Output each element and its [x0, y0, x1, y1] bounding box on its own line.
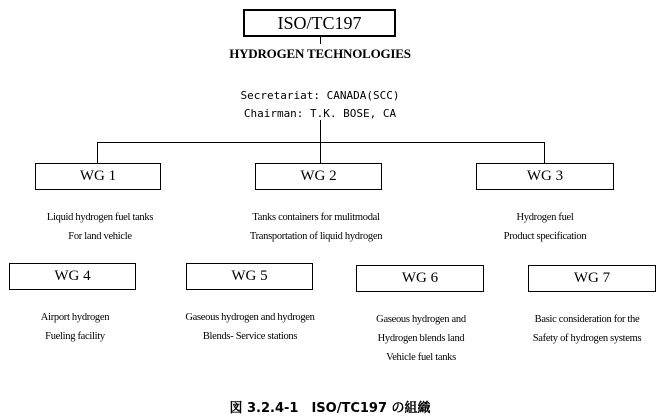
wg5-desc-line1: Gaseous hydrogen and hydrogen — [185, 312, 315, 323]
wg7-desc-line1: Basic consideration for the — [534, 314, 640, 325]
wg4-description — [0, 308, 150, 346]
wg1-desc-line2: For land vehicle — [68, 231, 132, 242]
connector-trunk — [320, 120, 321, 142]
wg2-desc-line1: Tanks containers for mulitmodal — [252, 212, 380, 223]
wg7-box — [528, 265, 656, 292]
wg1-label: WG 1 — [79, 168, 117, 184]
wg2-label: WG 2 — [300, 168, 337, 184]
connector-wg3 — [544, 142, 545, 163]
wg6-desc-line3: Vehicle fuel tanks — [386, 352, 456, 363]
wg2-box — [255, 163, 382, 190]
wg1-box — [35, 163, 161, 190]
wg5-label: WG 5 — [231, 268, 268, 284]
wg5-desc-line2: Blends- Service stations — [202, 331, 298, 342]
wg1-desc-line1: Liquid hydrogen fuel tanks — [46, 212, 154, 223]
wg6-box — [356, 265, 484, 292]
wg4-label: WG 4 — [54, 268, 91, 284]
wg3-label: WG 3 — [526, 168, 564, 184]
wg6-desc-line1: Gaseous hydrogen and — [376, 314, 466, 325]
secretariat-text: Secretariat: CANADA(SCC) — [240, 89, 400, 102]
wg2-description — [216, 208, 416, 246]
wg6-description — [336, 310, 506, 367]
wg5-box — [186, 263, 313, 290]
wg4-desc-line1: Airport hydrogen — [40, 312, 110, 323]
chairman-text: Chairman: T.K. BOSE, CA — [243, 107, 397, 120]
tc-title: ISO/TC197 — [277, 12, 362, 33]
wg4-desc-line2: Fueling facility — [45, 331, 105, 342]
wg3-desc-line2: Product specification — [503, 231, 587, 242]
wg5-description — [160, 308, 340, 346]
wg1-description — [10, 208, 190, 246]
wg3-description — [455, 208, 635, 246]
wg6-label: WG 6 — [401, 270, 439, 286]
wg4-box — [9, 263, 136, 290]
tc-title-box — [243, 9, 396, 37]
wg7-description — [505, 310, 669, 348]
tc-subtitle: HYDROGEN TECHNOLOGIES — [229, 46, 411, 61]
wg6-desc-line2: Hydrogen blends land — [377, 333, 465, 344]
connector-wg1 — [97, 142, 98, 163]
connector-horizontal — [97, 142, 545, 143]
wg7-label: WG 7 — [573, 270, 611, 286]
wg3-desc-line1: Hydrogen fuel — [516, 212, 574, 223]
wg2-desc-line2: Transportation of liquid hydrogen — [249, 231, 383, 242]
figure-caption: 図 3.2.4-1 ISO/TC197 の組織 — [229, 401, 431, 416]
connector-wg2 — [320, 142, 321, 163]
wg7-desc-line2: Safety of hydrogen systems — [532, 333, 642, 344]
wg3-box — [476, 163, 614, 190]
